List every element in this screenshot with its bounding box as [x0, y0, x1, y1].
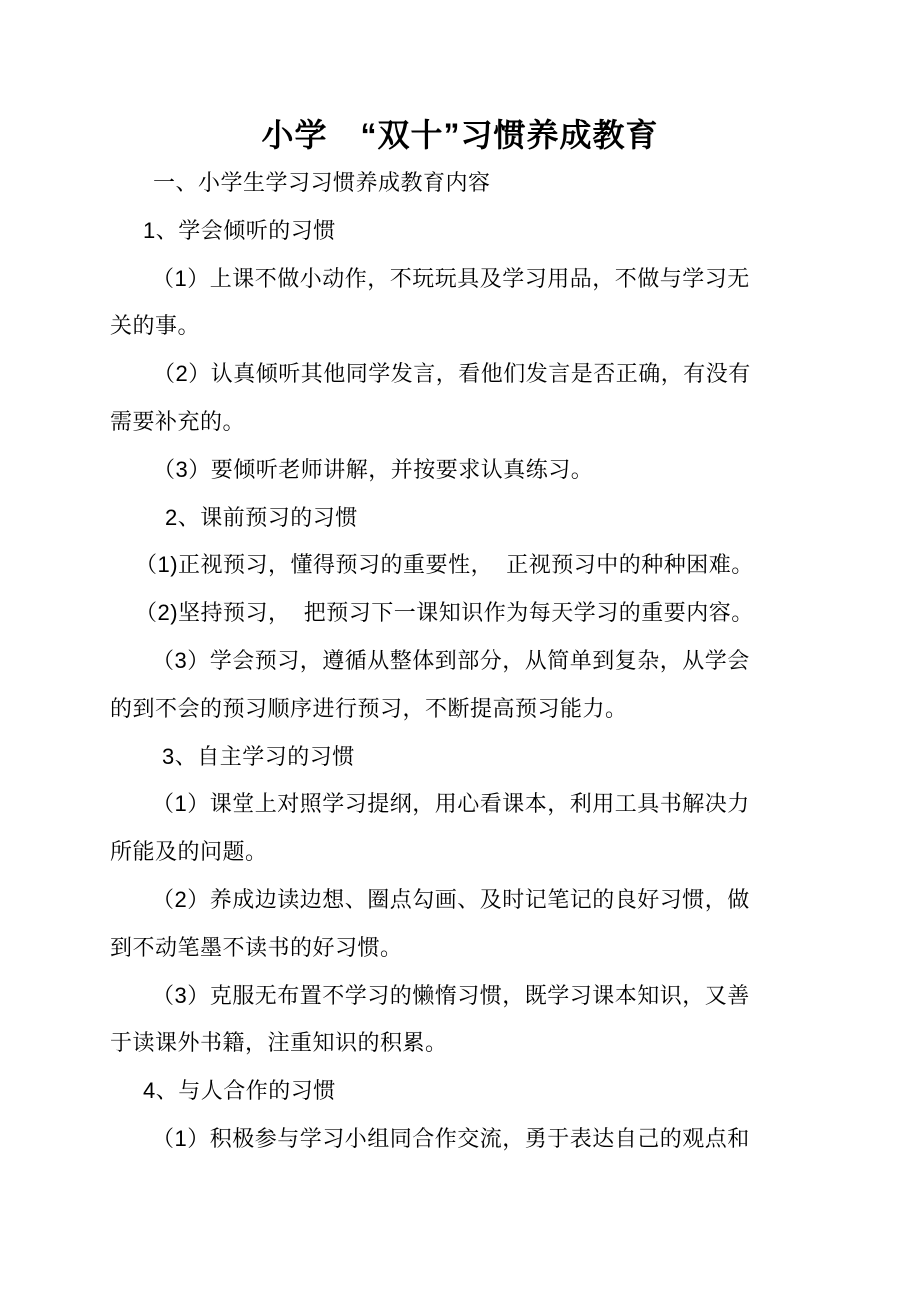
text-line: 于读课外书籍，注重知识的积累。	[110, 1030, 448, 1056]
text-line: （3）要倾听老师讲解，并按要求认真练习。	[153, 456, 594, 482]
text-line: （1）积极参与学习小组同合作交流，勇于表达自己的观点和	[152, 1125, 750, 1151]
text-line: （1）课堂上对照学习提纲，用心看课本，利用工具书解决力	[152, 791, 750, 817]
text-line: 一、小学生学习习惯养成教育内容	[153, 170, 491, 195]
document-title: 小学 “双十”习惯养成教育	[261, 117, 659, 153]
text-line: （2）认真倾听其他同学发言，看他们发言是否正确，有没有	[153, 361, 751, 387]
text-line: （1）上课不做小动作，不玩玩具及学习用品，不做与学习无	[152, 265, 750, 291]
text-line: （2)坚持预习， 把预习下一课知识作为每天学习的重要内容。	[135, 600, 754, 626]
text-line: 3、自主学习的习惯	[162, 743, 355, 769]
text-line: 所能及的问题。	[110, 839, 268, 865]
text-line: 需要补充的。	[110, 408, 246, 434]
text-line: （1)正视预习，懂得预习的重要性， 正视预习中的种种困难。	[135, 552, 754, 578]
text-line: （2）养成边读边想、圈点勾画、及时记笔记的良好习惯，做	[152, 886, 750, 912]
text-line: 到不动笔墨不读书的好习惯。	[110, 934, 403, 960]
text-line: （3）学会预习，遵循从整体到部分，从简单到复杂，从学会	[152, 647, 750, 673]
text-line: 的到不会的预习顺序进行预习，不断提高预习能力。	[110, 695, 628, 721]
document-body	[110, 159, 880, 1163]
text-line: （3）克服无布置不学习的懒惰习惯，既学习课本知识，又善	[152, 982, 750, 1008]
text-line: 4、与人合作的习惯	[143, 1078, 336, 1104]
text-line: 1、学会倾听的习惯	[143, 217, 336, 243]
text-line: 关的事。	[110, 313, 201, 339]
text-line: 2、课前预习的习惯	[165, 504, 358, 530]
